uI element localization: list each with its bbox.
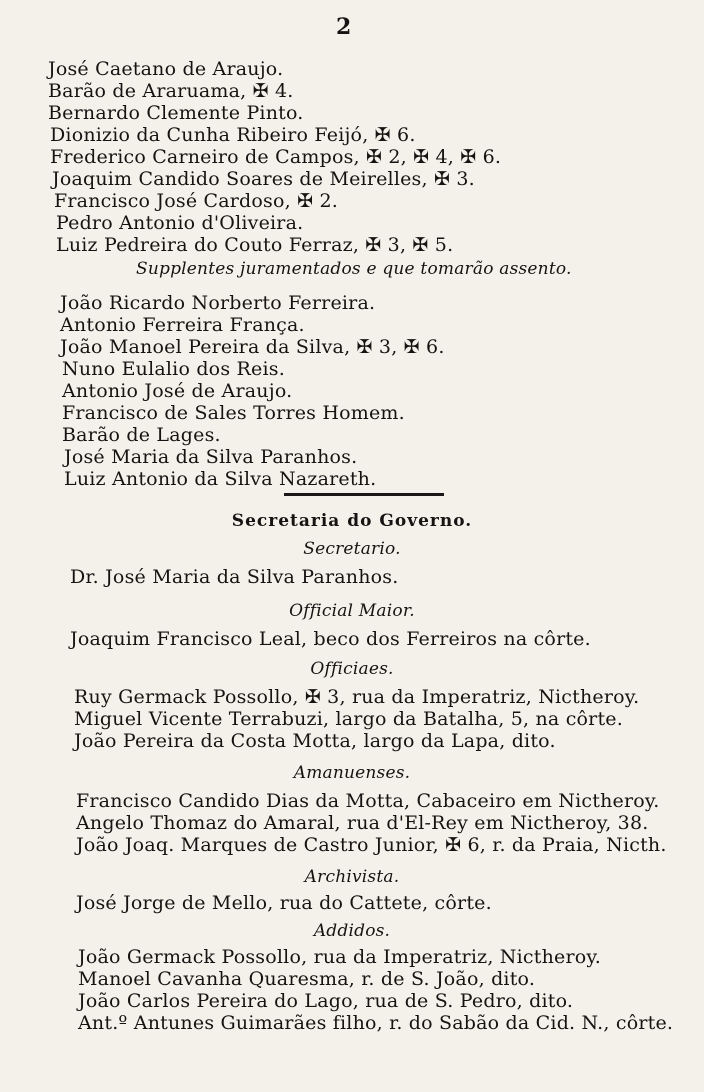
archivista-heading: Archivista. [304, 867, 400, 887]
supplente-line: Nuno Eulalio dos Reis. [62, 358, 285, 380]
secretario-entry: Dr. José Maria da Silva Paranhos. [70, 566, 399, 588]
supplente-line: Barão de Lages. [62, 424, 221, 446]
secretaria-title: Secretaria do Governo. [231, 511, 473, 531]
supplentes-heading: Supplentes juramentados e que tomarão assento. [136, 259, 572, 279]
addidos-heading: Addidos. [313, 921, 391, 941]
official-entry: Miguel Vicente Terrabuzi, largo da Batalha, 5, na côrte. [74, 708, 623, 730]
page-number: 2 [336, 14, 352, 40]
member-line: Barão de Araruama, ✠ 4. [48, 80, 294, 102]
supplente-line: Antonio José de Araujo. [62, 380, 293, 402]
archivista-entry: José Jorge de Mello, rua do Cattete, côrte. [76, 892, 492, 914]
member-line: Luiz Pedreira do Couto Ferraz, ✠ 3, ✠ 5. [56, 234, 454, 256]
addido-entry: Manoel Cavanha Quaresma, r. de S. João, dito. [78, 968, 536, 990]
member-line: Bernardo Clemente Pinto. [48, 102, 304, 124]
member-line: Frederico Carneiro de Campos, ✠ 2, ✠ 4, ✠ 6. [50, 146, 502, 168]
officiaes-heading: Officiaes. [310, 659, 394, 679]
amanuenses-heading: Amanuenses. [293, 763, 411, 783]
supplente-line: João Manoel Pereira da Silva, ✠ 3, ✠ 6. [60, 336, 445, 358]
secretario-heading: Secretario. [303, 539, 401, 559]
amanuense-entry: Francisco Candido Dias da Motta, Cabaceiro em Nictheroy. [76, 790, 660, 812]
addido-entry: Ant.º Antunes Guimarães filho, r. do Sabão da Cid. N., côrte. [78, 1012, 674, 1034]
supplente-line: Antonio Ferreira França. [60, 314, 305, 336]
member-line: Francisco José Cardoso, ✠ 2. [54, 190, 339, 212]
official-entry: João Pereira da Costa Motta, largo da Lapa, dito. [74, 730, 556, 752]
official-entry: Ruy Germack Possollo, ✠ 3, rua da Imperatriz, Nictheroy. [74, 686, 640, 708]
member-line: José Caetano de Araujo. [48, 58, 284, 80]
official-maior-entry: Joaquim Francisco Leal, beco dos Ferreiros na côrte. [70, 628, 591, 650]
member-line: Joaquim Candido Soares de Meirelles, ✠ 3. [52, 168, 475, 190]
supplente-line: Francisco de Sales Torres Homem. [62, 402, 405, 424]
supplente-line: João Ricardo Norberto Ferreira. [60, 292, 376, 314]
addido-entry: João Germack Possollo, rua da Imperatriz, Nictheroy. [78, 946, 602, 968]
amanuense-entry: João Joaq. Marques de Castro Junior, ✠ 6, r. da Praia, Nicth. [76, 834, 667, 856]
member-line: Pedro Antonio d'Oliveira. [56, 212, 304, 234]
supplente-line: Luiz Antonio da Silva Nazareth. [64, 468, 377, 490]
addido-entry: João Carlos Pereira do Lago, rua de S. Pedro, dito. [78, 990, 574, 1012]
supplente-line: José Maria da Silva Paranhos. [64, 446, 358, 468]
member-line: Dionizio da Cunha Ribeiro Feijó, ✠ 6. [50, 124, 416, 146]
official-maior-heading: Official Maior. [289, 601, 415, 621]
section-divider [284, 493, 444, 496]
amanuense-entry: Angelo Thomaz do Amaral, rua d'El-Rey em Nictheroy, 38. [76, 812, 649, 834]
